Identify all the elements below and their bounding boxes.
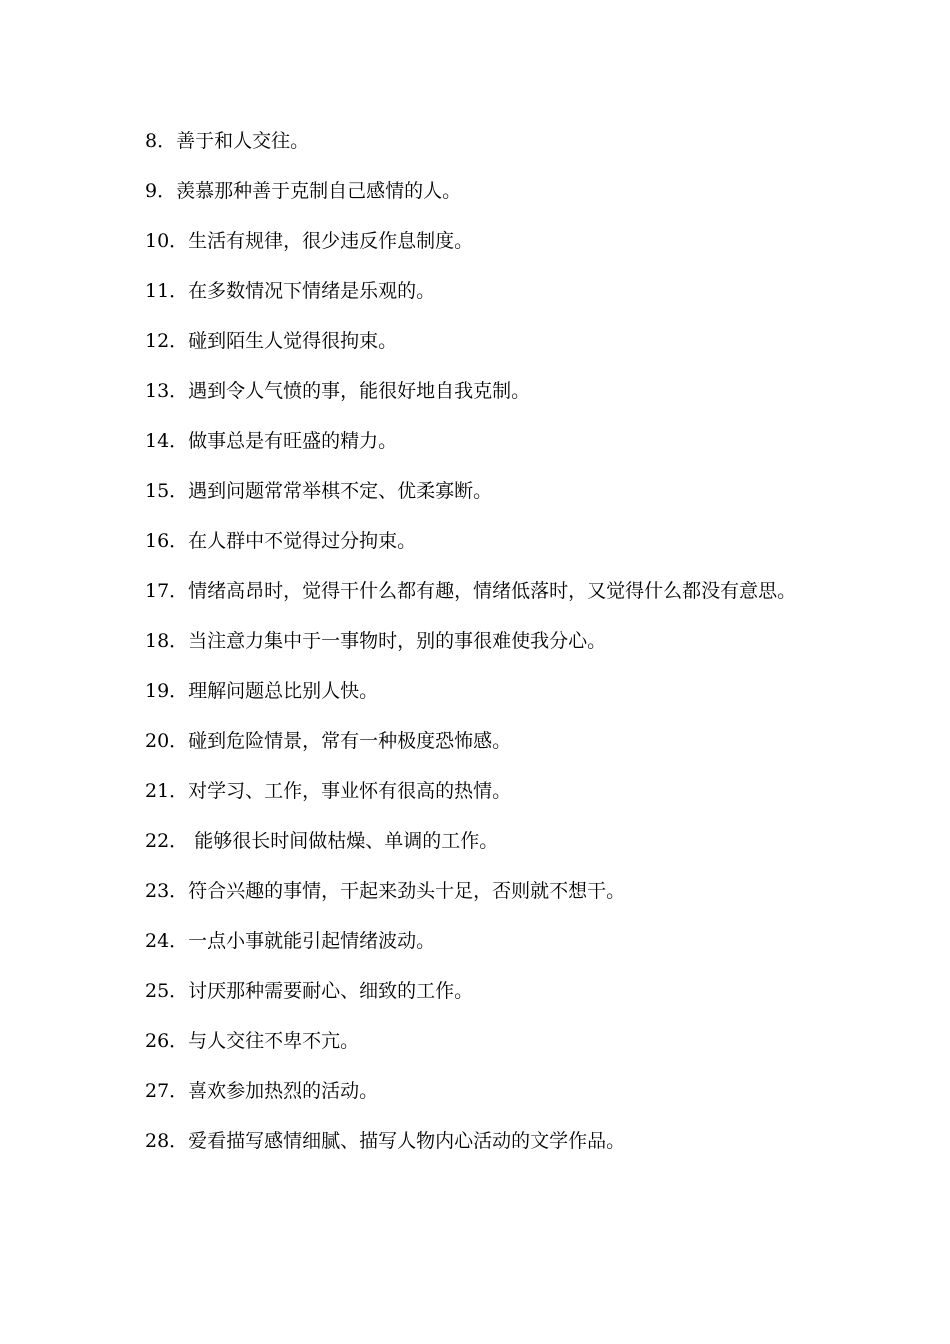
question-item-24: 24．一点小事就能引起情绪波动。 <box>145 930 436 952</box>
question-item-27: 27．喜欢参加热烈的活动。 <box>145 1080 379 1102</box>
question-item-9: 9．羡慕那种善于克制自己感情的人。 <box>145 180 462 202</box>
question-item-18: 18．当注意力集中于一事物时，别的事很难使我分心。 <box>145 630 607 652</box>
question-item-20: 20．碰到危险情景，常有一种极度恐怖感。 <box>145 730 512 752</box>
question-item-10: 10．生活有规律，很少违反作息制度。 <box>145 230 474 252</box>
question-item-28: 28．爱看描写感情细腻、描写人物内心活动的文学作品。 <box>145 1130 626 1152</box>
question-item-19: 19．理解问题总比别人快。 <box>145 680 379 702</box>
question-item-8: 8．善于和人交往。 <box>145 130 310 152</box>
question-item-14: 14．做事总是有旺盛的精力。 <box>145 430 398 452</box>
question-item-23: 23．符合兴趣的事情，干起来劲头十足，否则就不想干。 <box>145 880 626 902</box>
question-item-13: 13．遇到令人气愤的事，能很好地自我克制。 <box>145 380 531 402</box>
question-item-25: 25．讨厌那种需要耐心、细致的工作。 <box>145 980 474 1002</box>
question-item-22: 22． 能够很长时间做枯燥、单调的工作。 <box>145 830 499 852</box>
question-item-16: 16．在人群中不觉得过分拘束。 <box>145 530 417 552</box>
question-item-12: 12．碰到陌生人觉得很拘束。 <box>145 330 398 352</box>
question-item-15: 15．遇到问题常常举棋不定、优柔寡断。 <box>145 480 493 502</box>
question-item-21: 21．对学习、工作，事业怀有很高的热情。 <box>145 780 512 802</box>
question-item-26: 26．与人交往不卑不亢。 <box>145 1030 360 1052</box>
question-item-11: 11．在多数情况下情绪是乐观的。 <box>145 280 436 302</box>
question-item-17: 17．情绪高昂时，觉得干什么都有趣，情绪低落时，又觉得什么都没有意思。 <box>145 580 797 602</box>
